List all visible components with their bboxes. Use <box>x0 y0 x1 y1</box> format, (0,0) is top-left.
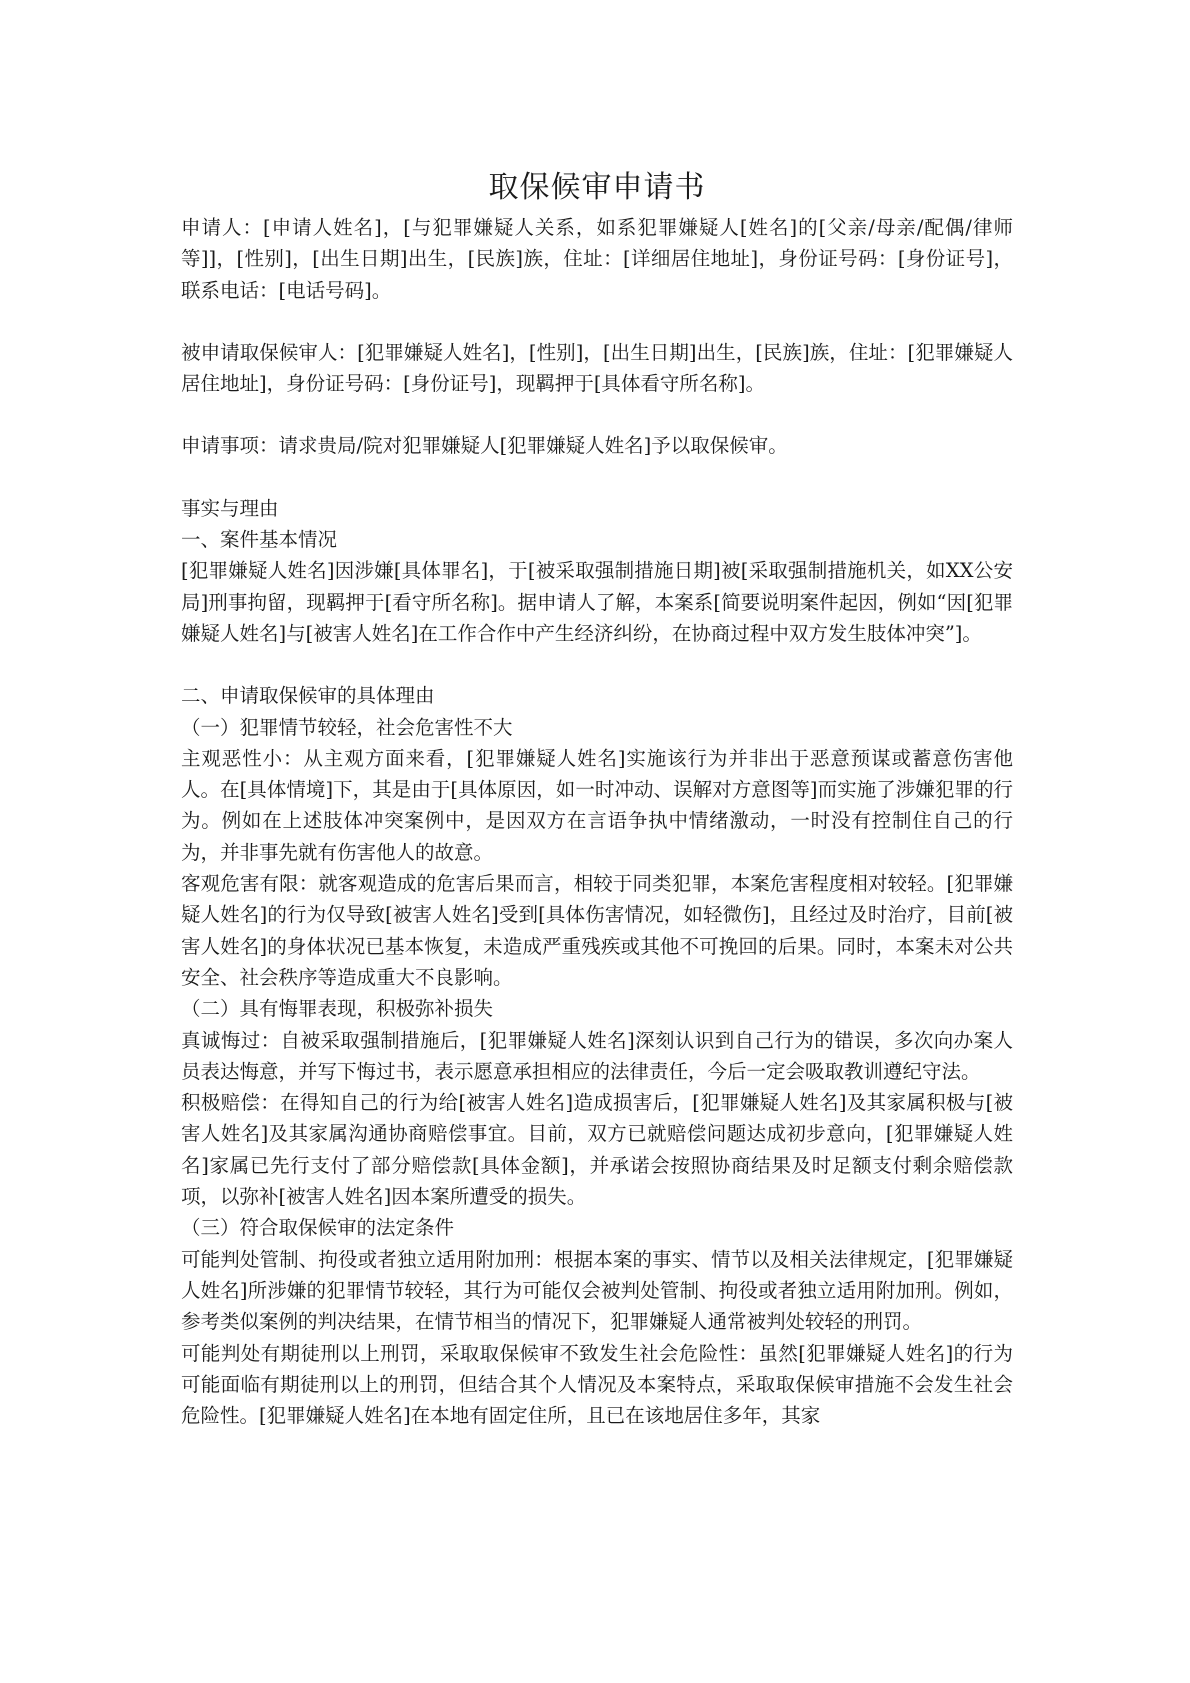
paragraph-gap <box>181 306 1013 337</box>
section1-paragraph: [犯罪嫌疑人姓名]因涉嫌[具体罪名]，于[被采取强制措施日期]被[采取强制措施机关，如XX公安局]刑事拘留，现羁押于[看守所名称]。据申请人了解，本案系[简要说明案件起因，例如“因[犯罪嫌疑人姓名]与[被害人姓名]在工作合作中产生经济纠纷，在协商过程中双方发生肢体冲突”]。 <box>181 559 1013 645</box>
section1-heading: 一、案件基本情况 <box>181 528 338 552</box>
respondent-paragraph: 被申请取保候审人：[犯罪嫌疑人姓名]，[性别]，[出生日期]出生，[民族]族，住址：[犯罪嫌疑人居住地址]，身份证号码：[身份证号]，现羁押于[具体看守所名称]。 <box>181 340 1013 396</box>
paragraph-gap <box>181 462 1013 493</box>
subsection3-paragraph-2: 可能判处有期徒刑以上刑罚，采取取保候审不致发生社会危险性：虽然[犯罪嫌疑人姓名]的行为可能面临有期徒刑以上的刑罚，但结合其个人情况及本案特点，采取取保候审措施不会发生社会危险性。[犯罪嫌疑人姓名]在本地有固定住所，且已在该地居住多年，其家 <box>181 1341 1013 1428</box>
document-title: 取保候审申请书 <box>488 170 706 205</box>
subsection2-paragraph-1: 真诚悔过：自被采取强制措施后，[犯罪嫌疑人姓名]深刻认识到自己行为的错误，多次向办案人员表达悔意，并写下悔过书，表示愿意承担相应的法律责任，今后一定会吸取教训遵纪守法。 <box>181 1028 1013 1083</box>
subsection2-heading: （二）具有悔罪表现，积极弥补损失 <box>181 997 494 1021</box>
subsection3-paragraph-1: 可能判处管制、拘役或者独立适用附加刑：根据本案的事实、情节以及相关法律规定，[犯罪嫌疑人姓名]所涉嫌的犯罪情节较轻，其行为可能仅会被判处管制、拘役或者独立适用附加刑。例如，参考类似案例的判决结果，在情节相当的情况下，犯罪嫌疑人通常被判处较轻的刑罚。 <box>181 1247 1013 1334</box>
facts-heading: 事实与理由 <box>181 496 279 520</box>
subsection3-heading: （三）符合取保候审的法定条件 <box>181 1216 455 1240</box>
section2-heading: 二、申请取保候审的具体理由 <box>181 684 435 708</box>
request-paragraph: 申请事项：请求贵局/院对犯罪嫌疑人[犯罪嫌疑人姓名]予以取保候审。 <box>181 434 788 458</box>
subsection1-paragraph-2: 客观危害有限：就客观造成的危害后果而言，相较于同类犯罪，本案危害程度相对较轻。[犯罪嫌疑人姓名]的行为仅导致[被害人姓名]受到[具体伤害情况，如轻微伤]，且经过及时治疗，目前[被害人姓名]的身体状况已基本恢复，未造成严重残疾或其他不可挽回的后果。同时，本案未对公共安全、社会秩序等造成重大不良影响。 <box>181 872 1013 989</box>
subsection2-paragraph-2: 积极赔偿：在得知自己的行为给[被害人姓名]造成损害后，[犯罪嫌疑人姓名]及其家属积极与[被害人姓名]及其家属沟通协商赔偿事宜。目前，双方已就赔偿问题达成初步意向，[犯罪嫌疑人姓名]家属已先行支付了部分赔偿款[具体金额]，并承诺会按照协商结果及时足额支付剩余赔偿款项，以弥补[被害人姓名]因本案所遭受的损失。 <box>181 1091 1013 1209</box>
applicant-paragraph: 申请人：[申请人姓名]，[与犯罪嫌疑人关系，如系犯罪嫌疑人[姓名]的[父亲/母亲/配偶/律师等]]，[性别]，[出生日期]出生，[民族]族，住址：[详细居住地址]，身份证号码：[身份证号]，联系电话：[电话号码]。 <box>181 216 1013 302</box>
paragraph-gap <box>181 649 1013 680</box>
paragraph-gap <box>181 399 1013 430</box>
subsection1-paragraph-1: 主观恶性小：从主观方面来看，[犯罪嫌疑人姓名]实施该行为并非出于恶意预谋或蓄意伤害他人。在[具体情境]下，其是由于[具体原因，如一时冲动、误解对方意图等]而实施了涉嫌犯罪的行为。例如在上述肢体冲突案例中，是因双方在言语争执中情绪激动，一时没有控制住自己的行为，并非事先就有伤害他人的故意。 <box>181 746 1013 864</box>
document-body <box>181 166 1013 1431</box>
subsection1-heading: （一）犯罪情节较轻，社会危害性不大 <box>181 715 513 739</box>
